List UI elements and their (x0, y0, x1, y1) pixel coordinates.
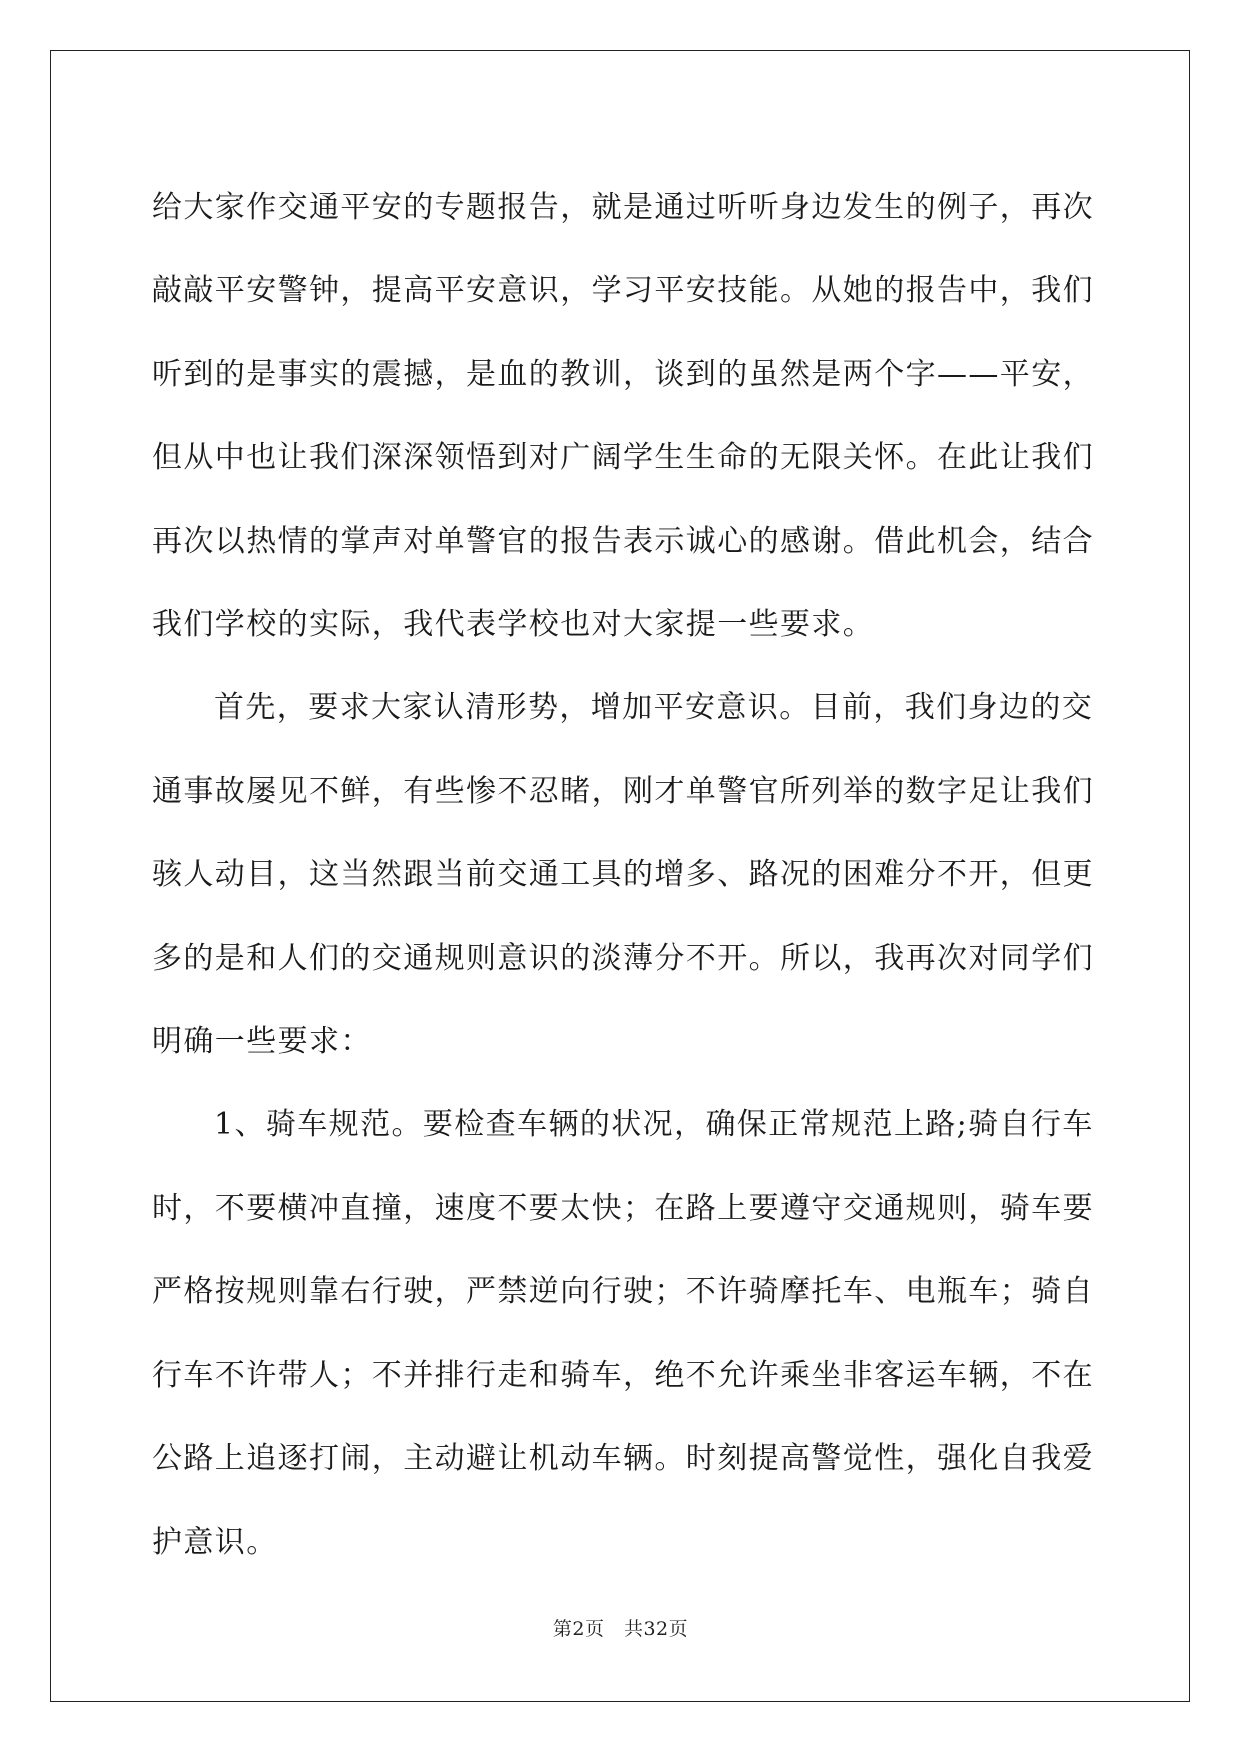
text-line: 我们学校的实际，我代表学校也对大家提一些要求。 (152, 607, 875, 643)
document-body (152, 166, 1094, 1584)
text-line: 首先，要求大家认清形势，增加平安意识。目前，我们身边的交 (214, 690, 1094, 726)
paragraph-1 (152, 166, 1094, 666)
text-line: 通事故屡见不鲜，有些惨不忍睹，刚才单警官所列举的数字足让我们 (152, 773, 1094, 809)
text-line: 时，不要横冲直撞，速度不要太快；在路上要遵守交通规则，骑车要 (152, 1190, 1094, 1226)
text-line: 行车不许带人；不并排行走和骑车，绝不允许乘坐非客运车辆，不在 (152, 1357, 1094, 1393)
text-line: 骇人动目，这当然跟当前交通工具的增多、路况的困难分不开，但更 (152, 857, 1094, 893)
text-line: 敲敲平安警钟，提高平安意识，学习平安技能。从她的报告中，我们 (152, 273, 1094, 309)
page-number: 第2页 共32页 (552, 1618, 689, 1640)
text-line: 护意识。 (152, 1524, 278, 1560)
paragraph-3 (152, 1083, 1094, 1583)
text-line: 明确一些要求： (152, 1024, 372, 1060)
text-line: 1、骑车规范。要检查车辆的状况，确保正常规范上路;骑自行车 (214, 1107, 1094, 1143)
paragraph-2 (152, 666, 1094, 1083)
text-line: 严格按规则靠右行驶，严禁逆向行驶；不许骑摩托车、电瓶车；骑自 (152, 1274, 1094, 1310)
text-line: 听到的是事实的震撼，是血的教训，谈到的虽然是两个字——平安， (152, 356, 1094, 392)
text-line: 但从中也让我们深深领悟到对广阔学生生命的无限关怀。在此让我们 (152, 440, 1094, 476)
text-line: 再次以热情的掌声对单警官的报告表示诚心的感谢。借此机会，结合 (152, 523, 1094, 559)
text-line: 多的是和人们的交通规则意识的淡薄分不开。所以，我再次对同学们 (152, 940, 1094, 976)
text-line: 公路上追逐打闹，主动避让机动车辆。时刻提高警觉性，强化自我爱 (152, 1441, 1094, 1477)
text-line: 给大家作交通平安的专题报告，就是通过听听身边发生的例子，再次 (152, 190, 1094, 225)
